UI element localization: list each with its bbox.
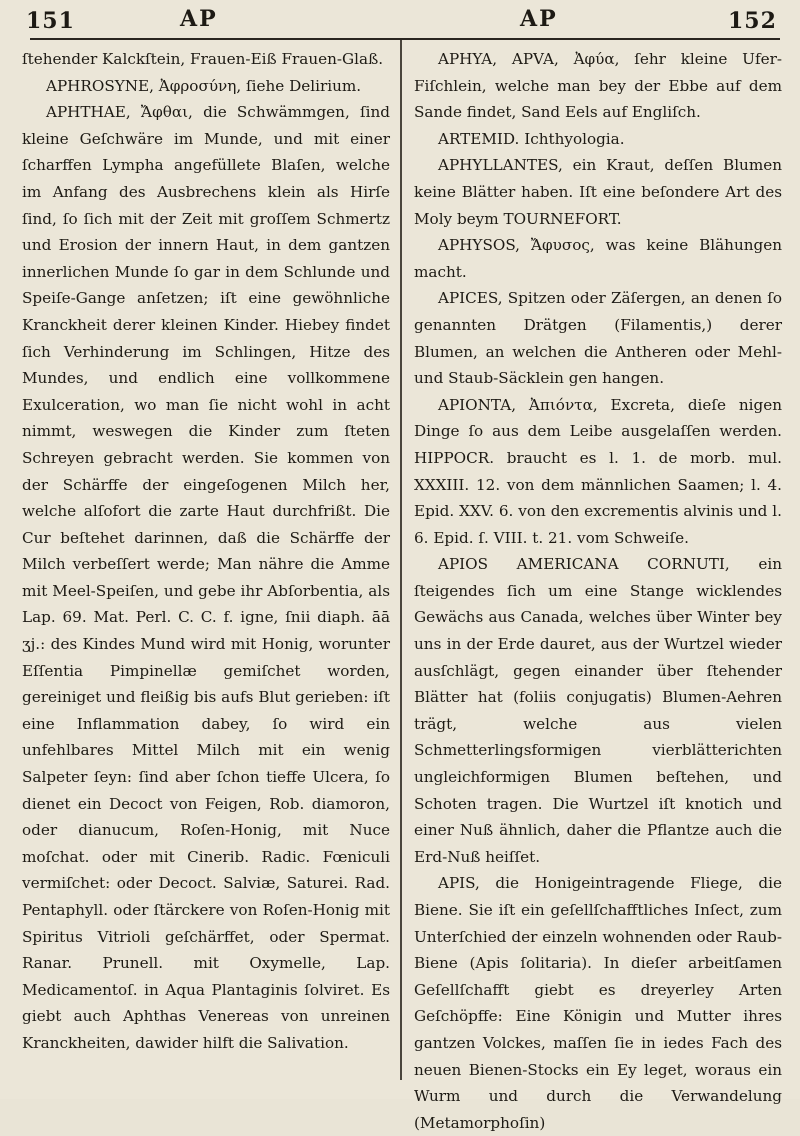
entry-continuation: ſtehender Kalckſtein, Frauen-Eiß Frauen-Glaß. [22, 50, 384, 68]
entry-aphyllantes: APHYLLANTES, ein Kraut, deſſen Blumen keine Blätter haben. Iſt eine beſondere Art des Moly beym TOURNEFORT. [414, 156, 782, 228]
right-column [414, 46, 782, 1136]
entry-aphthae: APHTHAE, Ἄφθαι, die Schwämmgen, ſind kleine Geſchwäre im Munde, und mit einer ſcharffen Lympha angefüllete Blaſen, welche im Anfang des Ausbrechens klein als Hirſe ſind, ſo ſich mit der Zeit mit groſſem Schmertz und Erosion der innern Haut, in dem gantzen innerlichen Munde ſo gar in dem Schlunde und Speiſe-Gange anſetzen; iſt eine gewöhnliche Kranckheit derer kleinen Kinder. Hiebey findet ſich Verhinderung im Schlingen, Hitze des Mundes, und endlich eine vollkommene Exulceration, wo man ſie nicht wohl in acht nimmt, weswegen die Kinder zum ſteten Schreyen gebracht werden. Sie kommen von der Schärffe der eingeſogenen Milch her, welche alſofort die zarte Haut durchfrißt. Die Cur beſtehet darinnen, daß die Schärffe der Milch verbeſſert werde; Man nähre die Amme mit Meel-Speiſen, und gebe ihr Abſorbentia, als Lap. 69. Mat. Perl. C. C. f. igne, ſnii diaph. āā ʒj.: des Kindes Mund wird mit Honig, worunter Eſſentia Pimpinellæ gemiſchet worden, gereiniget und fleißig bis aufs Blut gerieben: iſt eine Inflammation dabey, ſo wird ein unfehlbares Mittel Milch mit ein wenig Salpeter ſeyn: ſind aber ſchon tieffe Ulcera, ſo dienet ein Decoct von Feigen, Rob. diamoron, oder dianucum, Roſen-Honig, mit Nuce moſchat. oder mit Cinerib. Radic. Fœniculi vermiſchet: oder Decoct. Salviæ, Saturei. Rad. Pentaphyll. oder ſtärckere von Roſen-Honig mit Spiritus Vitrioli geſchärffet, oder Spermat. Ranar. Prunell. mit Oxymelle, Lap. Medicamentoſ. in Aqua Plantaginis ſolviret. Es giebt auch Aphthas Venereas von unreinen Kranckheiten, dawider hilft die Salivation. [22, 103, 390, 1052]
left-page-number: 151 [26, 8, 75, 34]
entry-artemid: ARTEMID. Ichthyologia. [438, 129, 625, 148]
left-column [22, 46, 390, 1057]
entry-apionta: APIONTA, Ἀπιόντα, Excreta, dieſe nigen Dinge ſo aus dem Leibe ausgelaſſen werden. HIPPOCR. braucht es l. 1. de morb. mul. XXXIII. 12. von dem männlichen Saamen; l. 4. Epid. XXV. 6. von den excrementis alvinis und l. 6. Epid. ſ. VIII. t. 21. vom Schweiſe. [414, 395, 782, 547]
entry-aphrosyne: APHROSYNE, Ἀφροσύνη, ſiehe Delirium. [46, 76, 362, 95]
entry-apis: APIS, die Honigeintragende Fliege, die Biene. Sie iſt ein geſellſchafftliches Inſect, zum Unterſchied der einzeln wohnenden oder Raub-Biene (Apis ſolitaria). In dieſer arbeitſamen Geſellſchafft giebt es dreyerley Arten Geſchöpffe: Eine Königin und Mutter ihres gantzen Volckes, maſſen ſie in iedes Fach des neuen Bienen-Stocks ein Ey leget, woraus ein Wurm und durch die Verwandelung (Metamorphoſin) [414, 874, 782, 1132]
entry-apices: APICES, Spitzen oder Zäſergen, an denen ſo genannten Drätgen (Filamentis,) derer Blumen, an welchen die Antheren oder Mehl- und Staub-Säcklein gen hangen. [414, 289, 782, 388]
column-divider [400, 40, 402, 1080]
right-page-number: 152 [728, 8, 777, 34]
entry-apios: APIOS AMERICANA CORNUTI, ein ſteigendes ſich um eine Stange wicklendes Gewächs aus Canada, welches über Winter bey uns in der Erde dauret, aus der Wurtzel wieder ausſchlägt, gegen einander über ſtehender Blätter hat (foliis conjugatis) Blumen-Aehren trägt, welche aus vielen Schmetterlingsformigen vierblätterichten ungleichformigen Blumen beſtehen, und Schoten tragen. Die Wurtzel iſt knotich und einer Nuß ähnlich, daher die Pflantze auch die Erd-Nuß heiſſet. [414, 555, 782, 866]
left-running-head: AP [180, 6, 218, 32]
entry-aphya: APHYA, APVA, Ἀφύα, ſehr kleine Ufer-Fiſchlein, welche man bey der Ebbe auf dem Sande findet, Sand Eels auf Engliſch. [414, 50, 782, 122]
right-running-head: AP [520, 6, 558, 32]
entry-aphysos: APHYSOS, Ἄφυσος, was keine Blähungen macht. [414, 236, 782, 281]
header-rule [30, 38, 780, 40]
